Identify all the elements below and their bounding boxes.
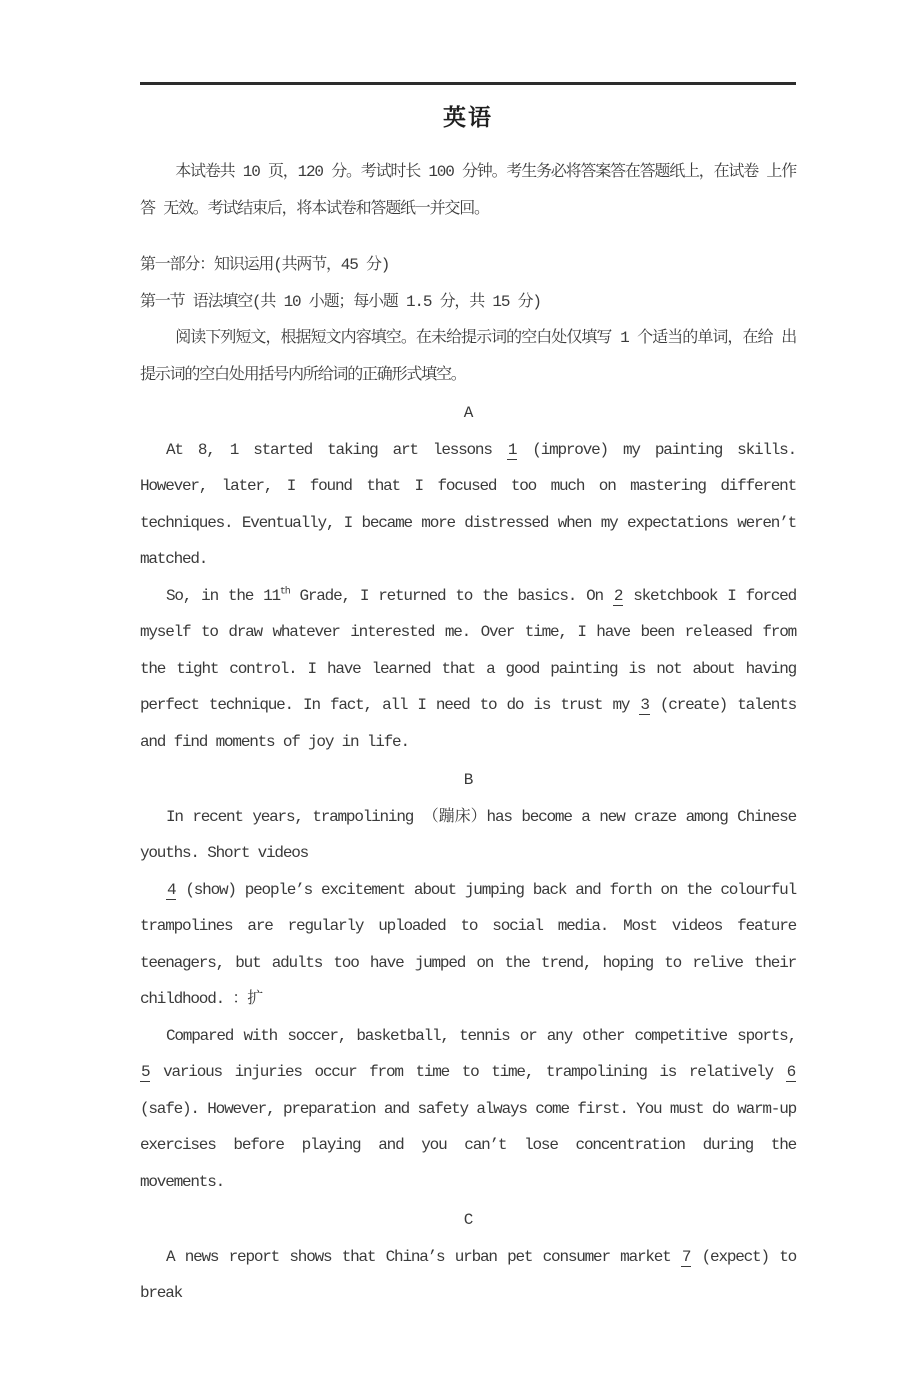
section1-directions: 阅读下列短文，根据短文内容填空。在未给提示词的空白处仅填写 1 个适当的单词，在给 出提示词的空白处用括号内所给词的正确形式填空。 <box>140 329 796 384</box>
blank-number: 5 <box>141 1063 150 1081</box>
passage-paragraph: At 8, 1 started taking art lessons 1 (improve) my painting skills. However, later, I found that I focused too much on mastering different techniques. Eventually, I became more distressed when my expectations weren’t matched. <box>140 440 796 568</box>
page-title: 英语 <box>443 106 493 132</box>
passage-paragraph: Compared with soccer, basketball, tennis or any other competitive sports, 5 various injuries occur from time to time, trampolining is relatively 6 (safe). However, preparation and safety always come first. You must do warm-up exercises before playing and you can’t lose concentration during the movements. <box>140 1026 796 1191</box>
blank-number: 1 <box>507 440 517 459</box>
blank-number: 2 <box>613 586 623 605</box>
exam-page <box>140 82 796 1312</box>
passage-paragraph: So, in the 11th Grade, I returned to the basics. On 2 sketchbook I forced myself to draw whatever interested me. Over time, I have been released from the tight control. I have learned that a good painting is not about having perfect technique. In fact, all I need to do is trust my 3 (create) talents and find moments of joy in life. <box>140 586 797 751</box>
superscript-ordinal: th <box>279 586 290 598</box>
blank-number: 4 <box>167 880 176 899</box>
blank-number: 7 <box>681 1247 691 1266</box>
passage-label: A <box>463 404 473 422</box>
passage-paragraph: A news report shows that China’s urban pet consumer market 7 (expect) to break <box>140 1247 796 1302</box>
blank-number: 6 <box>786 1063 795 1081</box>
blank-number: 3 <box>640 696 649 714</box>
passage-paragraph: In recent years, trampolining （蹦床）has become a new craze among Chinese youths. Short videos <box>140 807 796 862</box>
passage-label: B <box>463 771 473 789</box>
section1-heading: 第一节 语法填空(共 10 小题；每小题 1.5 分，共 15 分) <box>140 292 541 311</box>
passages-container <box>140 395 796 1312</box>
header-rule <box>140 82 796 85</box>
part1-heading: 第一部分：知识运用(共两节，45 分) <box>140 256 390 274</box>
exam-instructions: 本试卷共 10 页，120 分。考试时长 100 分钟。考生务必将答案答在答题纸上，在试卷 上作答 无效。考试结束后，将本试卷和答题纸一并交回。 <box>140 163 797 218</box>
passage-paragraph: 4 (show) people’s excitement about jumping back and forth on the colourful trampolines are regularly uploaded to social media. Most videos feature teenagers, but adults too have jumped on the trend, hoping to relive their childhood. ：扩 <box>140 880 796 1008</box>
passage-label: C <box>463 1211 473 1229</box>
